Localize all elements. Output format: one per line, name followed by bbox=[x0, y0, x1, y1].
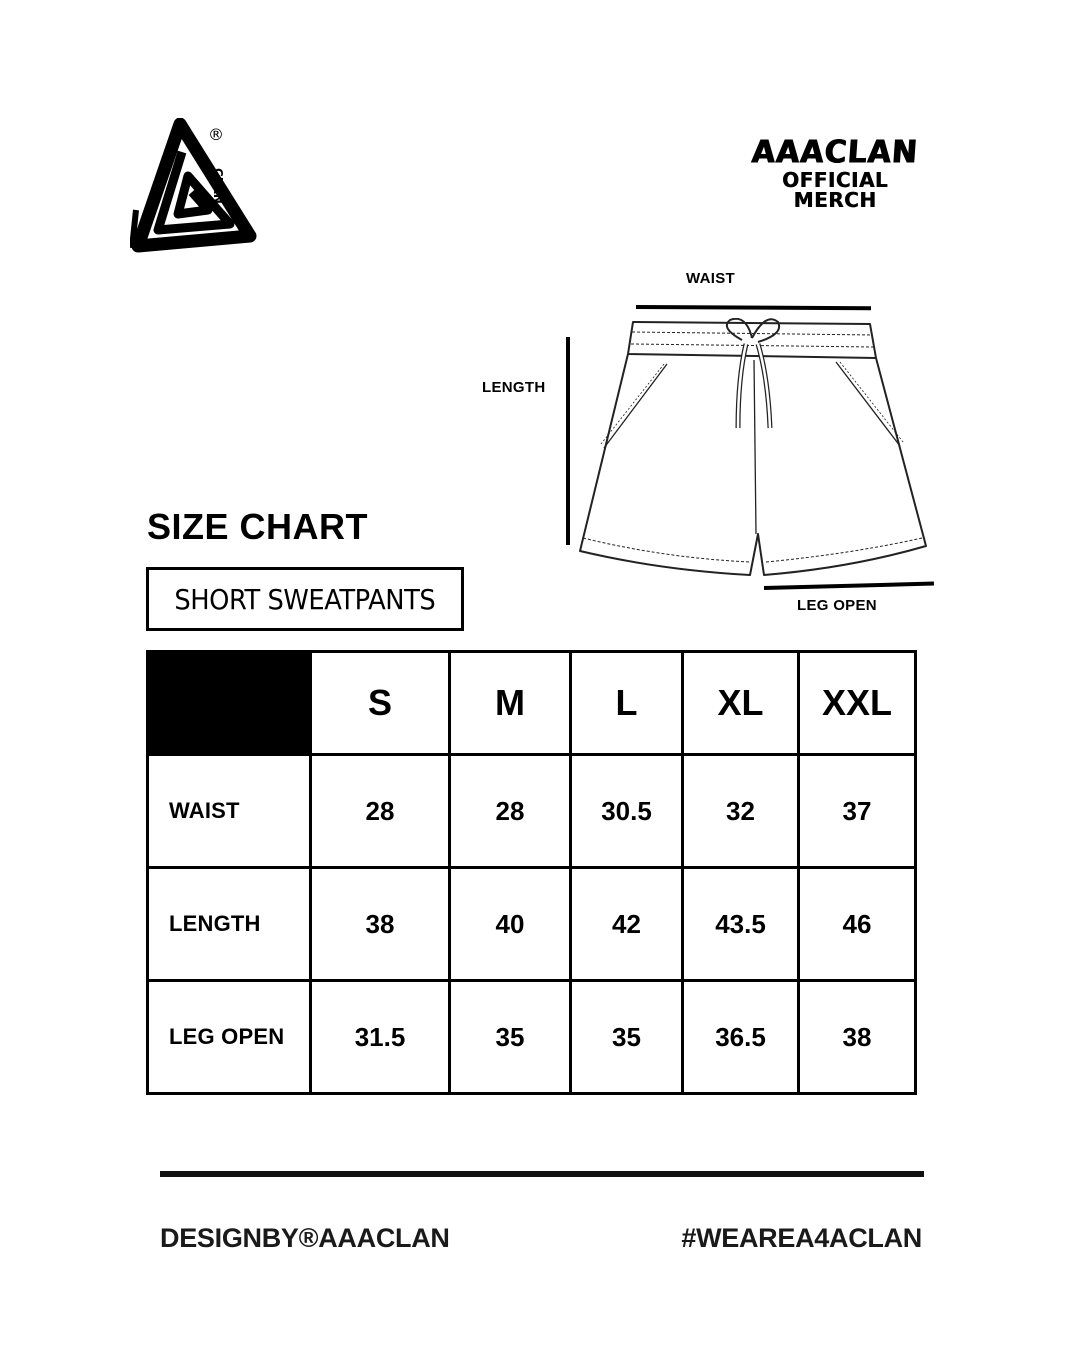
diagram-label-leg-open: LEG OPEN bbox=[797, 597, 877, 614]
aaaclan-triangle-spiral-logo-icon bbox=[130, 118, 260, 258]
size-chart-table bbox=[146, 650, 917, 1095]
diagram-label-waist: WAIST bbox=[686, 270, 735, 287]
table-header-row bbox=[148, 652, 916, 755]
table-cell: 38 bbox=[311, 868, 450, 981]
leg-open-measure-line bbox=[764, 582, 934, 590]
table-corner-cell bbox=[148, 652, 311, 755]
table-row bbox=[148, 755, 916, 868]
table-cell: 42 bbox=[571, 868, 683, 981]
table-row bbox=[148, 981, 916, 1094]
table-cell: 43.5 bbox=[683, 868, 799, 981]
table-row bbox=[148, 868, 916, 981]
row-label: WAIST bbox=[148, 755, 311, 868]
table-cell: 46 bbox=[799, 868, 916, 981]
table-cell: 28 bbox=[450, 755, 571, 868]
brand-tagline: OFFICIAL MERCH bbox=[781, 168, 889, 212]
table-cell: 28 bbox=[311, 755, 450, 868]
brand-logo bbox=[130, 118, 260, 258]
table-cell: 31.5 bbox=[311, 981, 450, 1094]
shorts-diagram bbox=[570, 318, 930, 580]
diagram-label-length: LENGTH bbox=[482, 379, 546, 396]
table-cell: 35 bbox=[571, 981, 683, 1094]
brand-name: AAACLAN bbox=[750, 134, 920, 171]
footer-credit: DESIGNBY®AAACLAN bbox=[160, 1223, 450, 1253]
page-title: SIZE CHART bbox=[147, 506, 368, 547]
table-cell: 36.5 bbox=[683, 981, 799, 1094]
svg-text:®: ® bbox=[208, 125, 224, 144]
footer-divider bbox=[160, 1171, 924, 1177]
footer-hashtag: #WEAREA4ACLAN bbox=[681, 1223, 922, 1253]
table-cell: 32 bbox=[683, 755, 799, 868]
product-name: SHORT SWEATPANTS bbox=[174, 582, 436, 616]
table-cell: 38 bbox=[799, 981, 916, 1094]
size-header: XL bbox=[683, 652, 799, 755]
product-name-box bbox=[146, 567, 464, 631]
brand-wordmark bbox=[740, 134, 930, 212]
row-label: LENGTH bbox=[148, 868, 311, 981]
table-cell: 35 bbox=[450, 981, 571, 1094]
table-cell: 40 bbox=[450, 868, 571, 981]
size-header: S bbox=[311, 652, 450, 755]
svg-text:CLAN: CLAN bbox=[211, 168, 225, 204]
size-header: M bbox=[450, 652, 571, 755]
table-cell: 37 bbox=[799, 755, 916, 868]
size-header: L bbox=[571, 652, 683, 755]
shorts-line-drawing-icon bbox=[570, 318, 930, 580]
waist-measure-line bbox=[636, 305, 871, 310]
row-label: LEG OPEN bbox=[148, 981, 311, 1094]
size-header: XXL bbox=[799, 652, 916, 755]
table-cell: 30.5 bbox=[571, 755, 683, 868]
